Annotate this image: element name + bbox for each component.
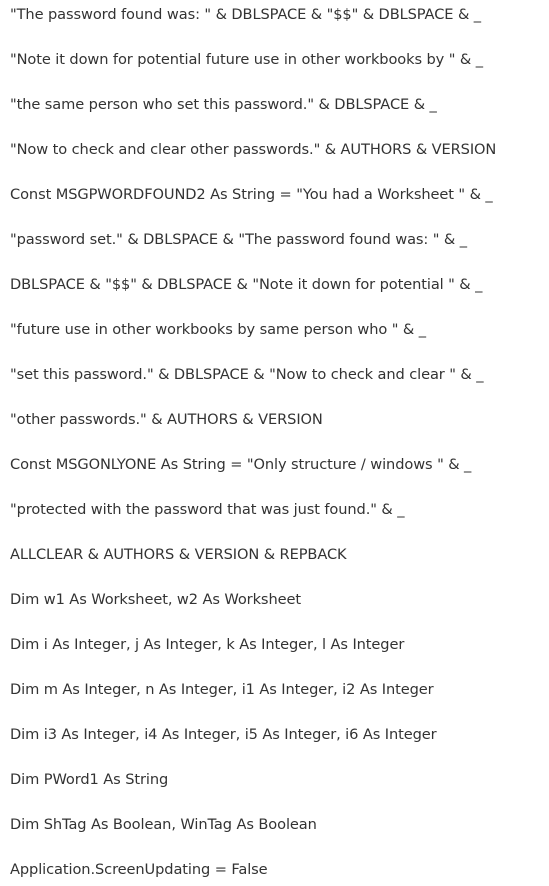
code-line: "protected with the password that was just found." & _	[10, 501, 405, 518]
code-line: "Note it down for potential future use in other workbooks by " & _	[10, 51, 483, 68]
code-line: "password set." & DBLSPACE & "The password found was: " & _	[10, 231, 467, 248]
code-line: "future use in other workbooks by same person who " & _	[10, 321, 426, 338]
code-line: Dim m As Integer, n As Integer, i1 As Integer, i2 As Integer	[10, 681, 434, 698]
code-line: Application.ScreenUpdating = False	[10, 861, 268, 878]
code-line: ALLCLEAR & AUTHORS & VERSION & REPBACK	[10, 546, 347, 563]
code-line: DBLSPACE & "$$" & DBLSPACE & "Note it down for potential " & _	[10, 276, 483, 293]
code-line: Dim ShTag As Boolean, WinTag As Boolean	[10, 816, 317, 833]
code-line: Dim w1 As Worksheet, w2 As Worksheet	[10, 591, 301, 608]
code-line: "Now to check and clear other passwords." & AUTHORS & VERSION	[10, 141, 497, 158]
code-line: "the same person who set this password." & DBLSPACE & _	[10, 96, 437, 113]
code-line: Const MSGONLYONE As String = "Only structure / windows " & _	[10, 456, 472, 473]
code-line: Const MSGPWORDFOUND2 As String = "You had a Worksheet " & _	[10, 186, 493, 203]
code-line: "set this password." & DBLSPACE & "Now to check and clear " & _	[10, 366, 484, 383]
code-line: "The password found was: " & DBLSPACE & "$$" & DBLSPACE & _	[10, 6, 481, 23]
code-line: Dim PWord1 As String	[10, 771, 169, 788]
code-line: Dim i As Integer, j As Integer, k As Integer, l As Integer	[10, 636, 405, 653]
code-line: "other passwords." & AUTHORS & VERSION	[10, 411, 323, 428]
code-line: Dim i3 As Integer, i4 As Integer, i5 As Integer, i6 As Integer	[10, 726, 437, 743]
